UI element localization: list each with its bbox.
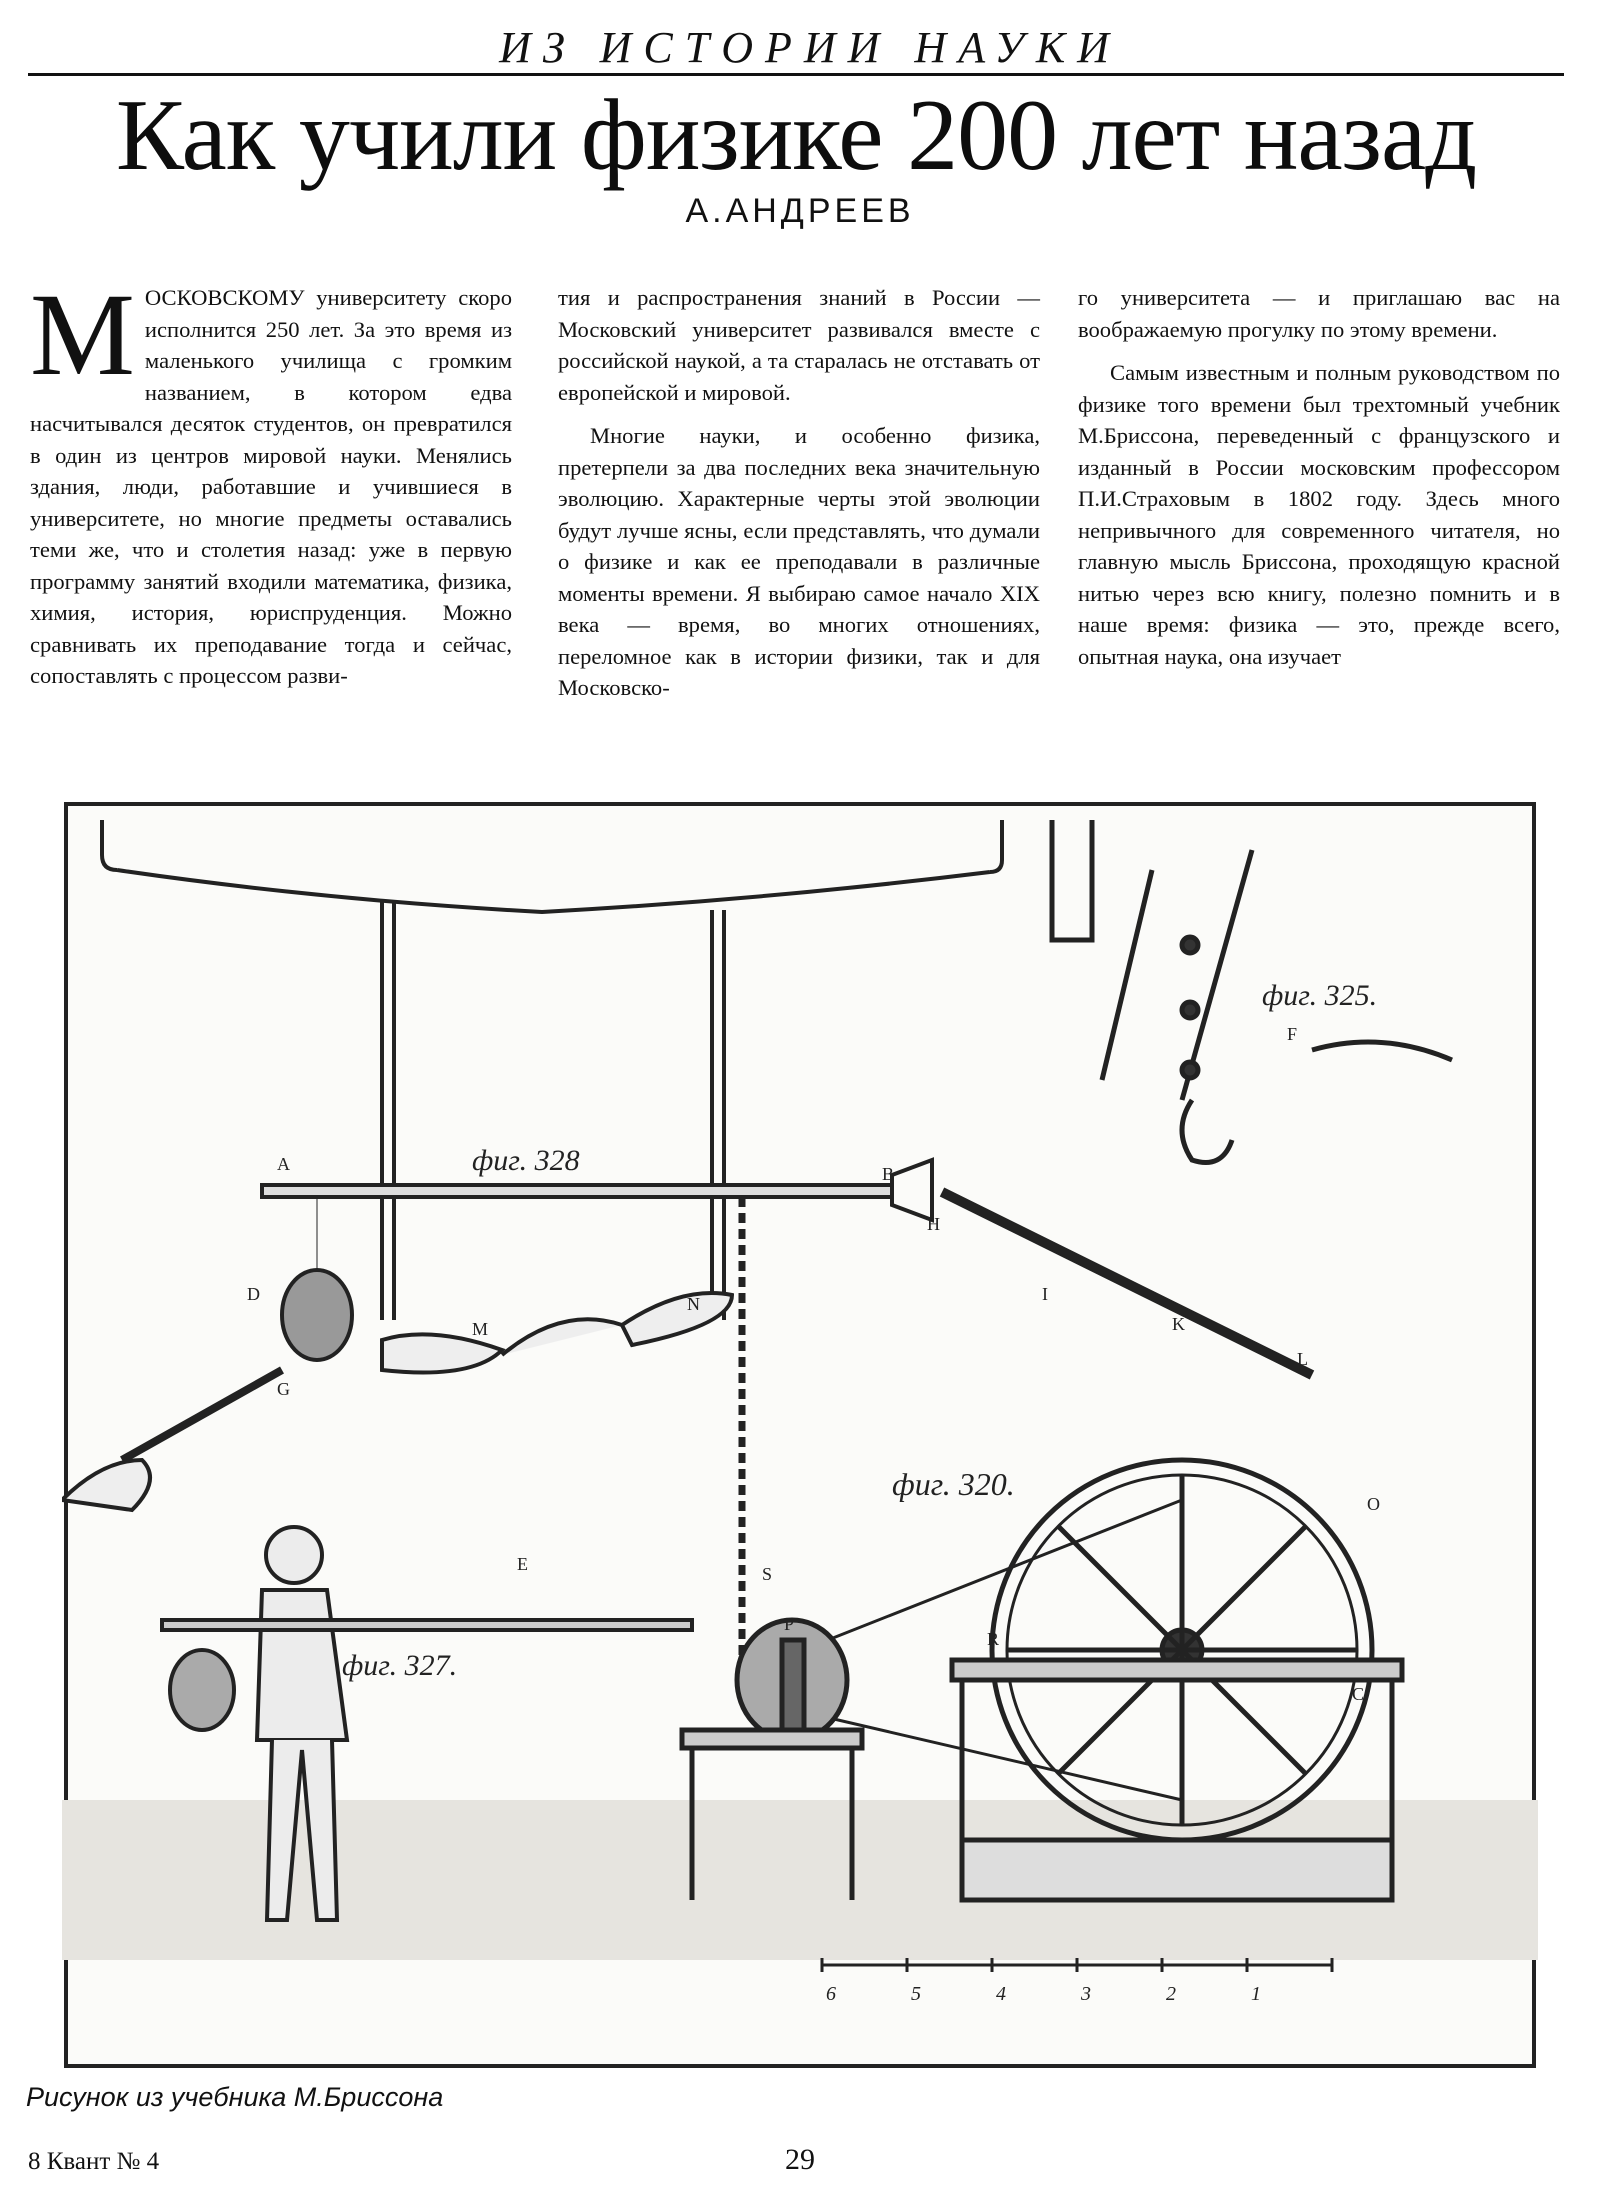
letter-label: L: [1297, 1349, 1308, 1369]
letter-label: S: [762, 1564, 773, 1584]
engraving-illustration: [62, 800, 1538, 2070]
paragraph: Многие науки, и особенно физика, претерпели за два последних века значительную эволюцию. Характерные черты этой эволюции будут лучше ясны, если представлять, что думали о физике и как ее преподавали в различные моменты времени. Я выбираю самое начало XIX века — время, во многих отношениях, переломное как в истории физики, так и для Московско-: [558, 423, 1040, 700]
paragraph: го университета — и приглашаю вас на воображаемую прогулку по этому времени.: [1078, 285, 1560, 342]
scale-number: 6: [826, 1983, 836, 2005]
engraving-figure: [62, 800, 1538, 2070]
figure-caption: Рисунок из учебника М.Бриссона: [26, 2082, 444, 2112]
letter-label: K: [1172, 1314, 1185, 1334]
letter-label: A: [277, 1154, 290, 1174]
letter-label: G: [277, 1379, 290, 1399]
letter-label: F: [1287, 1024, 1298, 1044]
fig-320-label: фиг. 320.: [892, 1466, 1015, 1502]
page-number: 29: [785, 2143, 815, 2176]
paragraph-text: ОСКОВСКОМУ университету скоро исполнится 250 лет. За это время из маленького училища с громким названием, в котором едва насчитывался десяток студентов, он превратился в один из центров мировой науки. Менялись здания, люди, работавшие и учившиеся в университете, но многие предметы оставались теми же, что и столетия назад: уже в первую программу занятий входили математика, физика, химия, история, юриспруденция. Можно сравнивать их преподавание тогда и сейчас, сопоставлять с процессом разви-: [30, 285, 512, 688]
scale-number: 5: [911, 1983, 921, 2005]
fig-327-label: фиг. 327.: [342, 1649, 458, 1682]
scale-number: 4: [996, 1983, 1006, 2005]
letter-label: E: [517, 1554, 528, 1574]
text-column-1: [30, 269, 512, 692]
letter-label: M: [472, 1319, 489, 1339]
scale-number: 1: [1251, 1983, 1261, 2005]
scale-number: 3: [1081, 1983, 1091, 2005]
letter-label: O: [1367, 1494, 1380, 1514]
paragraph: Самым известным и полным руководством по физике того времени был трехтомный учебник М.Бриссона, переведенный с французского и изданный в России московским профессором П.И.Страховым в 1802 году. Здесь много непривычного для современного читателя, но главную мысль Бриссона, проходящую красной нитью через всю книгу, полезно помнить и в наше время: физика — это, прежде всего, опытная наука, она изучает: [1078, 360, 1560, 669]
fig-328-label: фиг. 328: [472, 1144, 580, 1177]
letter-label: I: [1042, 1284, 1048, 1304]
drop-cap: М: [30, 269, 135, 400]
journal-footer: 8 Квант № 4: [28, 2148, 160, 2175]
article-title: Как учили физике 200 лет назад: [115, 79, 1477, 192]
fig-325-label: фиг. 325.: [1262, 979, 1378, 1012]
text-column-2: [558, 282, 1040, 704]
letter-label: D: [247, 1284, 260, 1304]
letter-label: C: [1352, 1684, 1365, 1704]
letter-label: N: [687, 1294, 700, 1314]
letter-label: P: [784, 1614, 795, 1634]
letter-label: R: [987, 1629, 1000, 1649]
letter-label: H: [927, 1214, 940, 1234]
paragraph: тия и распространения знаний в России — Московский университет развивался вместе с российской наукой, а та старалась не отставать от европейской и мировой.: [558, 285, 1040, 405]
article-author: А.АНДРЕЕВ: [685, 192, 915, 230]
letter-label: B: [882, 1164, 895, 1184]
scale-number: 2: [1166, 1983, 1176, 2005]
paragraph: [30, 269, 512, 692]
text-column-3: [1078, 282, 1560, 672]
section-rubric: ИЗ ИСТОРИИ НАУКИ: [499, 23, 1121, 72]
header-rule: [28, 73, 1564, 76]
